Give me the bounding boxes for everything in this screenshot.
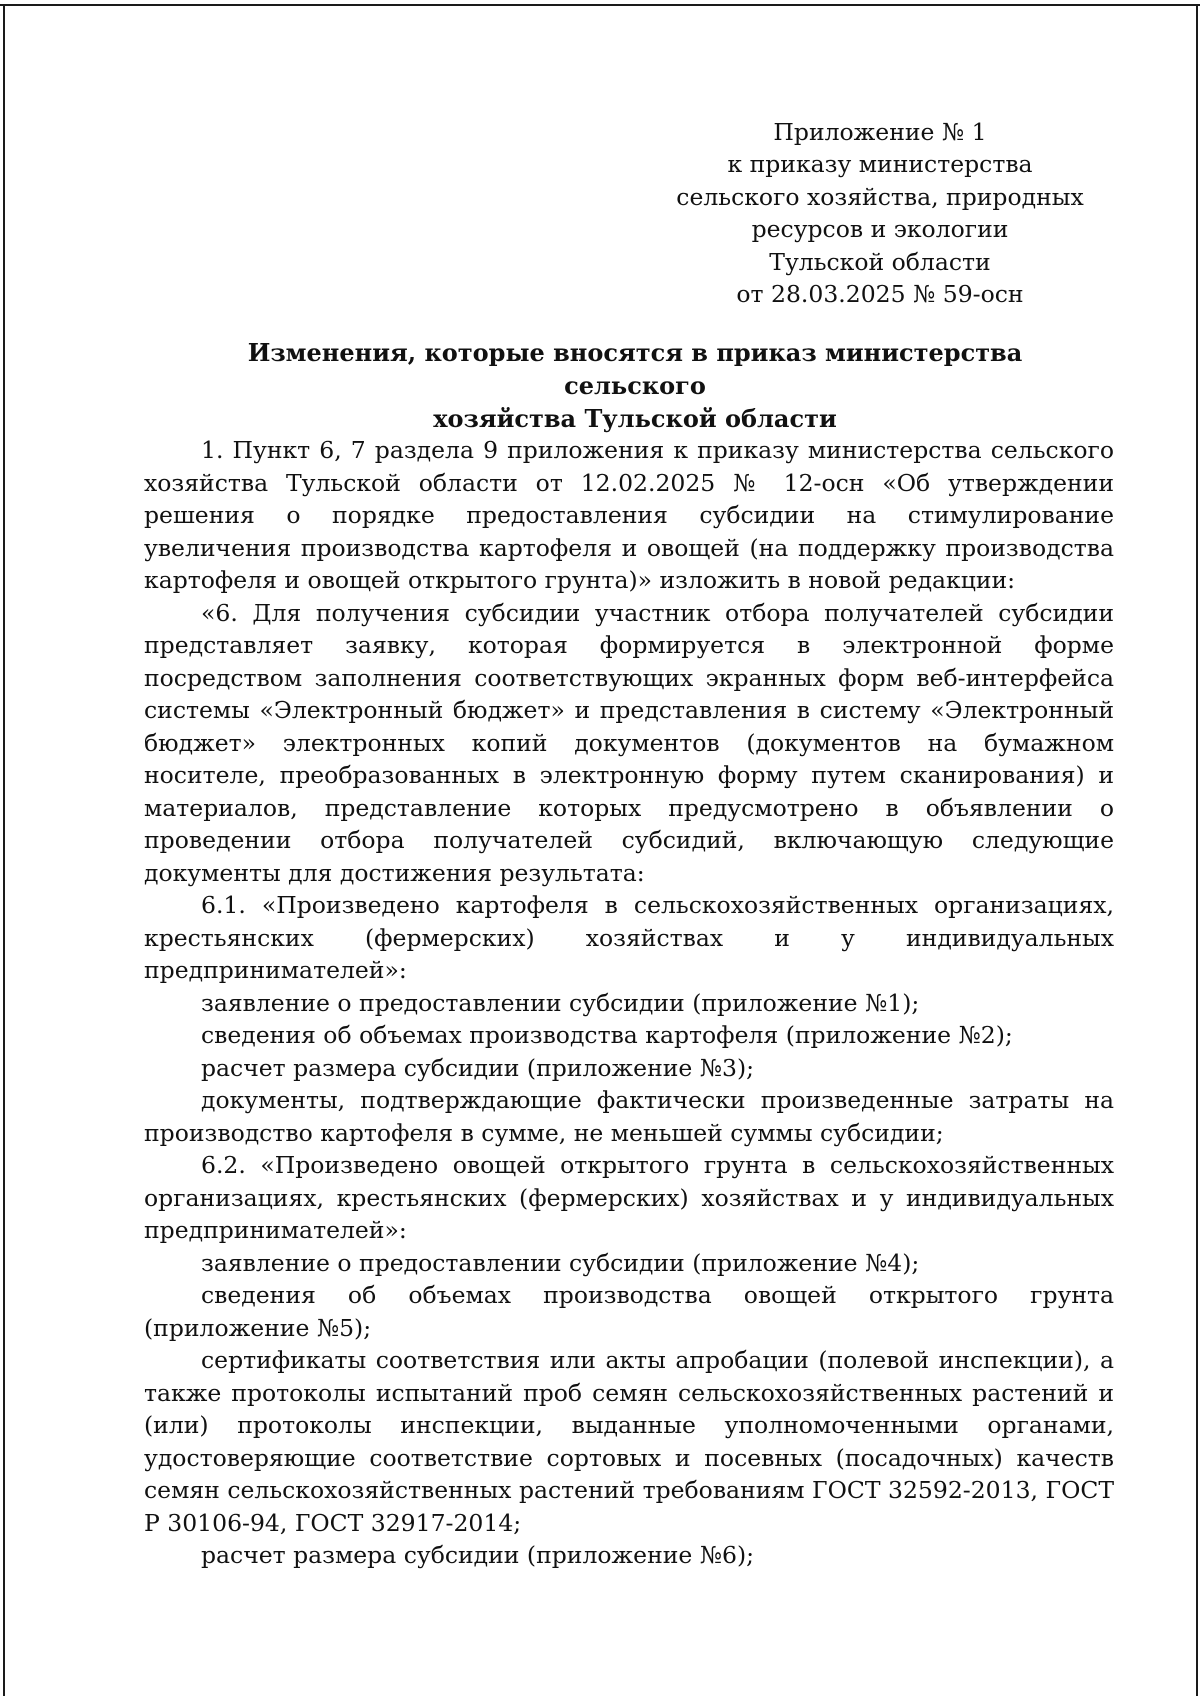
paragraph-item-6-1: 6.1. «Произведено картофеля в сельскохозяйственных организациях, крестьянских (фермерских) хозяйствах и у индивидуальных предпринимателей»:	[144, 891, 1114, 984]
scan-edge-right	[1196, 4, 1198, 1696]
appendix-line: к приказу министерства	[727, 150, 1033, 179]
appendix-line: Тульской области	[769, 247, 991, 276]
appendix-line: сельского хозяйства, природных	[676, 182, 1084, 211]
title-line: Изменения, которые вносятся в приказ министерства сельского	[247, 338, 1023, 400]
appendix-header	[660, 116, 1100, 310]
appendix-line: от 28.03.2025 № 59-осн	[736, 280, 1024, 309]
appendix-line: ресурсов и экологии	[751, 215, 1009, 244]
list-item: заявление о предоставлении субсидии (приложение №4);	[201, 1248, 920, 1277]
title-line: хозяйства Тульской области	[433, 404, 837, 433]
list-item: сведения об объемах производства овощей открытого грунта (приложение №5);	[144, 1281, 1114, 1342]
paragraph-item-6-2: 6.2. «Произведено овощей открытого грунта в сельскохозяйственных организациях, крестьянских (фермерских) хозяйствах и у индивидуальных предпринимателей»:	[144, 1151, 1114, 1244]
paragraph-item-6: «6. Для получения субсидии участник отбора получателей субсидии представляет заявку, которая формируется в электронной форме посредством заполнения соответствующих экранных форм веб-интерфейса системы «Электронный бюджет» и представления в систему «Электронный бюджет» электронных копий документов (документов на бумажном носителе, преобразованных в электронную форму путем сканирования) и материалов, представление которых предусмотрено в объявлении о проведении отбора получателей субсидий, включающую следующие документы для достижения результата:	[144, 598, 1114, 887]
list-item: заявление о предоставлении субсидии (приложение №1);	[201, 988, 920, 1017]
appendix-line: Приложение № 1	[773, 118, 987, 146]
scan-edge-left	[3, 4, 5, 1696]
list-item: сертификаты соответствия или акты апробации (полевой инспекции), а также протоколы испытаний проб семян сельскохозяйственных растений и (или) протоколы инспекции, выданные уполномоченными органами, удостоверяющие соответствие сортовых и посевных (посадочных) качеств семян сельскохозяйственных растений требованиям ГОСТ 32592-2013, ГОСТ Р 30106-94, ГОСТ 32917-2014;	[144, 1346, 1114, 1537]
list-item: документы, подтверждающие фактически произведенные затраты на производство картофеля в сумме, не меньшей суммы субсидии;	[144, 1086, 1114, 1147]
scan-edge-top	[0, 4, 1200, 6]
list-item: расчет размера субсидии (приложение №6);	[201, 1541, 755, 1569]
paragraph-item-1: 1. Пункт 6, 7 раздела 9 приложения к приказу министерства сельского хозяйства Тульской области от 12.02.2025 № 12-осн «Об утверждении решения о порядке предоставления субсидии на стимулирование увеличения производства картофеля и овощей (на поддержку производства картофеля и овощей открытого грунта)» изложить в новой редакции:	[144, 436, 1114, 594]
document-body	[144, 434, 1114, 1572]
list-item: сведения об объемах производства картофеля (приложение №2);	[201, 1021, 1013, 1049]
document-title	[200, 336, 1070, 435]
list-item: расчет размера субсидии (приложение №3);	[201, 1053, 755, 1082]
